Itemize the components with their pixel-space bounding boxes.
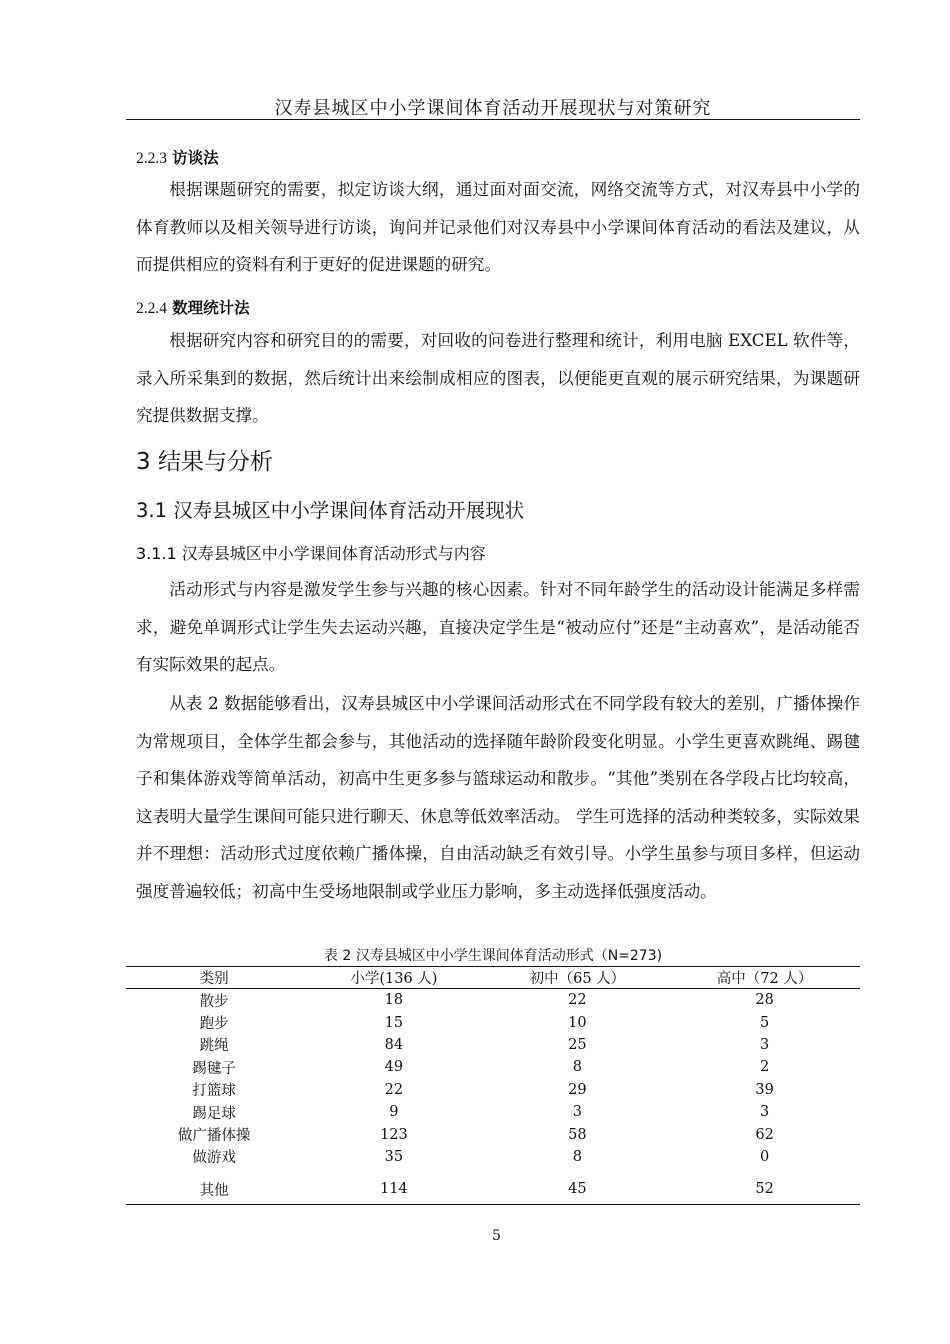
table-header-row [126,967,860,989]
cell-senior: 5 [759,1014,770,1031]
heading-section-3-1: 3.1 汉寿县城区中小学课间体育活动开展现状 [136,499,525,522]
header-rule [126,119,860,120]
cell-category: 做游戏 [192,1150,236,1167]
cell-category: 跳绳 [199,1038,229,1055]
paragraph-forms-intro: 活动形式与内容是激发学生参与兴趣的核心因素。针对不同年龄学生的活动设计能满足多样需求，避免单调形式让学生失去运动兴趣，直接决定学生是“被动应付”还是“主动喜欢”，是活动能否有实际效果的起点。 [136,580,860,674]
heading-section-3: 3 结果与分析 [136,449,273,475]
cell-category: 其他 [126,1168,302,1205]
col-header-primary: 小学(136 人) [302,967,486,989]
heading-title: 访谈法 [172,149,219,167]
cell-primary: 123 [380,1126,408,1143]
cell-category: 踢足球 [192,1105,236,1122]
paragraph-statistics: 根据研究内容和研究目的的需要，对回收的问卷进行整理和统计，利用电脑 EXCEL 软件等，录入所采集到的数据，然后统计出来绘制成相应的图表，以便能更直观的展示研究结果，为课题研究提供数据支撑。 [136,331,860,425]
table-row [126,1146,860,1168]
table-row [126,1056,860,1078]
cell-senior: 62 [755,1126,774,1143]
cell-primary: 22 [384,1081,404,1098]
cell-senior: 0 [759,1148,770,1165]
heading-number: 2.2.4 [136,300,167,317]
paragraph-table-analysis: 从表 2 数据能够看出，汉寿县城区中小学课间活动形式在不同学段有较大的差别，广播体操作为常规项目，全体学生都会参与，其他活动的选择随年龄阶段变化明显。小学生更喜欢跳绳、踢毽子和集体游戏等简单活动，初高中生更多参与篮球运动和散步。“其他”类别在各学段占比均较高，这表明大量学生课间可能只进行聊天、休息等低效率活动。 学生可选择的活动种类较多，实际效果并不理想：活动形式过度依赖广播体操，自由活动缺乏有效引导。小学生虽参与项目多样，但运动强度普遍较低；初高中生受场地限制或学业压力影响，多主动选择低强度活动。 [136,694,860,901]
cell-category: 踢毽子 [192,1060,236,1077]
cell-senior: 2 [759,1059,770,1076]
table-row [126,1123,860,1145]
cell-senior: 52 [669,1168,860,1205]
heading-number: 2.2.3 [136,150,167,167]
cell-junior: 10 [568,1014,587,1031]
cell-junior: 22 [568,992,587,1009]
cell-junior: 45 [486,1168,670,1205]
col-header-category: 类别 [126,967,302,989]
cell-junior: 8 [572,1148,583,1165]
heading-section-3-1-1: 3.1.1 汉寿县城区中小学课间体育活动形式与内容 [136,544,486,563]
table-row [126,1101,860,1123]
cell-junior: 58 [568,1126,587,1143]
paragraph-interview: 根据课题研究的需要，拟定访谈大纲，通过面对面交流，网络交流等方式，对汉寿县中小学的体育教师以及相关领导进行访谈，询问并记录他们对汉寿县中小学课间体育活动的看法及建议，从而提供相应的资料有利于更好的促进课题的研究。 [136,180,860,274]
heading-2-2-4 [136,296,250,318]
table-row [126,1168,860,1205]
cell-category: 打篮球 [192,1083,236,1100]
cell-category: 散步 [199,993,229,1010]
cell-primary: 15 [384,1014,404,1031]
table-row [126,1079,860,1101]
activity-table [126,966,860,1205]
cell-category: 跑步 [199,1016,229,1033]
cell-senior: 3 [759,1036,770,1053]
table-row [126,1011,860,1033]
cell-junior: 3 [572,1104,583,1121]
cell-junior: 25 [568,1036,587,1053]
col-header-junior: 初中（65 人） [486,967,670,989]
cell-junior: 29 [568,1081,587,1098]
table-row [126,1034,860,1056]
cell-primary: 114 [302,1168,486,1205]
cell-primary: 18 [384,992,404,1009]
cell-primary: 35 [384,1148,404,1165]
page-number: 5 [492,1228,501,1244]
running-header: 汉寿县城区中小学课间体育活动开展现状与对策研究 [274,98,712,119]
heading-title: 数理统计法 [172,299,250,317]
cell-primary: 49 [384,1059,404,1076]
col-header-senior: 高中（72 人） [669,967,860,989]
cell-category: 做广播体操 [177,1128,251,1145]
heading-2-2-3 [136,146,219,168]
cell-senior: 39 [755,1081,774,1098]
table-caption: 表 2 汉寿县城区中小学生课间体育活动形式（N=273) [323,948,663,964]
cell-senior: 28 [755,992,774,1009]
table-row [126,989,860,1012]
cell-junior: 8 [572,1059,583,1076]
cell-primary: 84 [384,1036,404,1053]
cell-primary: 9 [389,1104,399,1121]
cell-senior: 3 [759,1104,770,1121]
